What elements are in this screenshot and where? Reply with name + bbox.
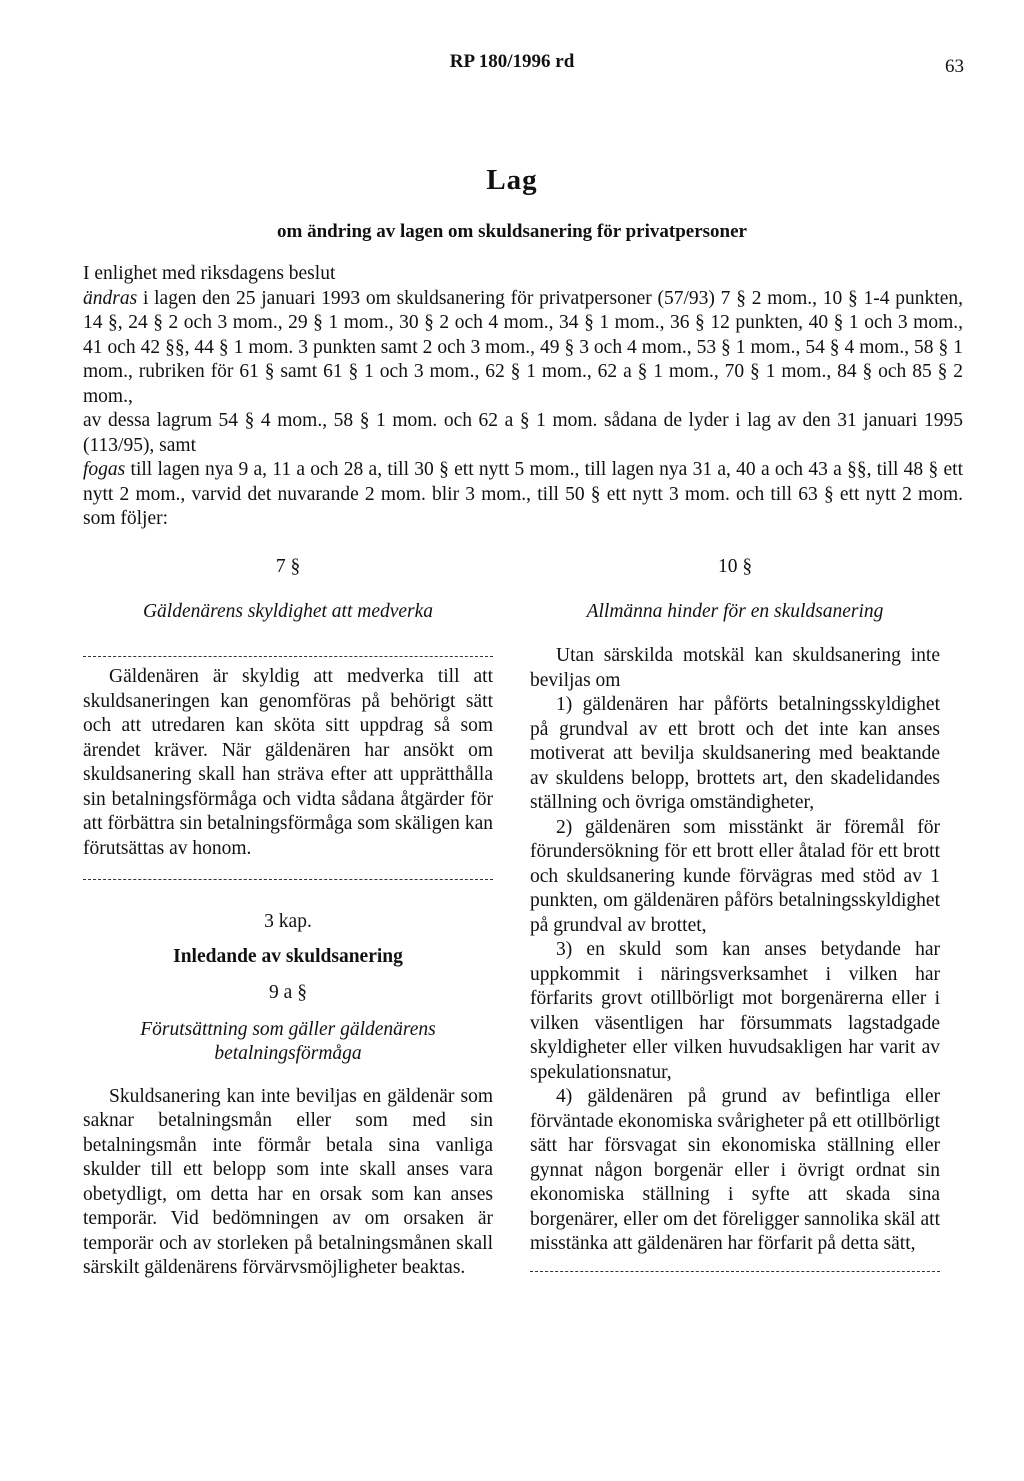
document-header-title: RP 180/1996 rd [449,51,575,72]
chapter-number: 3 kap. [264,911,312,932]
enactment-clause [83,262,963,532]
section-9a-heading-line1: Förutsättning som gäller gäldenärens [140,1018,436,1040]
andras-paragraph [83,287,963,410]
fogas-text: till lagen nya 9 a, 11 a och 28 a, till 30 § ett nytt 5 mom., till lagen nya 31 a, 40 a och 43 a §§, till 48 § ett nytt 2 mom., varvid det nuvarande 2 mom. blir 3 mom., till 50 § ett nytt 3 mom. och till 63 § ett nytt 2 mom. som följer: [83,459,963,529]
av-dessa-paragraph: av dessa lagrum 54 § 4 mom., 58 § 1 mom. och 62 a § 1 mom. sådana de lyder i lag av den 31 januari 1995 (113/95), samt [83,410,963,456]
left-column [83,555,493,1281]
fogas-paragraph [83,458,963,532]
section-10-item-2: 2) gäldenären som misstänkt är föremål för förundersökning för ett brott eller åtalad för ett brott och skuldsanering kunde förvägras med stöd av 1 punkten, om gäldenären påförs betalningsskyldighet på grundval av brottet, [530,816,940,936]
law-subtitle: om ändring av lagen om skuldsanering för privatpersoner [277,221,747,242]
section-10-item-1: 1) gäldenären har påförts betalningsskyldighet på grundval av ett brott och det inte kan anses motiverat att bevilja skuldsanering med beaktande av skuldens belopp, brottets art, den skadelidandes ställning och övriga omständigheter, [530,694,940,813]
andras-text: i lagen den 25 januari 1993 om skuldsanering för privatpersoner (57/93) 7 § 2 mom., 10 § 1-4 punkten, 14 §, 24 § 2 och 3 mom., 29 § 1 mom., 30 § 2 och 4 mom., 34 § 1 mom., 36 § 12 punkten, 40 § 1 och 3 mom., 41 och 42 §§, 44 § 1 mom. 3 punkten samt 2 och 3 mom., 49 § 3 och 4 mom., 53 § 1 mom., 54 § 4 mom., 58 § 1 mom., rubriken för 61 § samt 61 § 1 och 3 mom., 62 § 1 mom., 62 a § 1 mom., 70 § 1 mom., 84 § och 85 § 2 mom., [83,287,963,407]
section-7-number: 7 § [275,556,301,577]
omission-dash-line [83,879,493,880]
page-number: 63 [945,56,964,77]
section-10-item-4: 4) gäldenären på grund av befintliga eller förväntade ekonomiska svårigheter på ett otillbörligt sätt har försvagat sin ekonomiska ställning eller gynnat någon borgenär eller i övrigt ordnat sin ekonomiska ställning i syfte att skada sina borgenärer, eller om det föreligger sannolika skäl att misstänka att gäldenären har förfarit på detta sätt, [530,1086,940,1254]
omission-dash-line [83,656,493,657]
law-title: Lag [486,164,538,196]
andras-word: ändras [83,287,138,309]
section-9a-number: 9 a § [269,982,307,1003]
section-9a-heading-line2: betalningsförmåga [214,1043,362,1064]
section-10-item-3: 3) en skuld som kan anses betydande har uppkommit i näringsverksamhet i vilken har förfarits grovt otillbörligt mot borgenärerna eller i vilken väsentligen har försummats lagstadgade skyldigheter eller vilken huvudsakligen har varit av spekulationsnatur, [530,939,940,1083]
section-9a-text: Skuldsanering kan inte beviljas en gäldenär som saknar betalningsmån eller som med sin betalningsmån inte förmår betala sina vanliga skulder till ett belopp som inte skall anses vara obetydligt, om detta har en orsak som kan anses temporär. Vid bedömningen av om orsaken är temporär och av storleken på betalningsmånen skall särskilt gäldenärens förvärvsmöjligheter beaktas. [83,1085,493,1278]
fogas-word: fogas [83,459,126,480]
section-10-intro: Utan särskilda motskäl kan skuldsanering inte beviljas om [530,645,940,691]
section-7-heading: Gäldenärens skyldighet att medverka [142,600,434,622]
section-10-number: 10 § [717,556,753,577]
omission-dash-line [530,1271,940,1272]
right-column [530,555,940,1272]
section-10-heading: Allmänna hinder för en skuldsanering [586,600,884,622]
chapter-title: Inledande av skuldsanering [173,945,403,967]
enactment-intro-line: I enlighet med riksdagens beslut [83,263,336,284]
section-7-text: Gäldenären är skyldig att medverka till att skuldsaneringen kan genomföras på behörigt sätt och att utredaren kan sköta sitt uppdrag så som ärendet kräver. När gäldenären har ansökt om skuldsanering skall han sträva efter att upprätthålla sin betalningsförmåga och vidta sådana åtgärder för att förbättra sin betalningsförmåga som skäligen kan förutsättas av honom. [83,666,493,859]
